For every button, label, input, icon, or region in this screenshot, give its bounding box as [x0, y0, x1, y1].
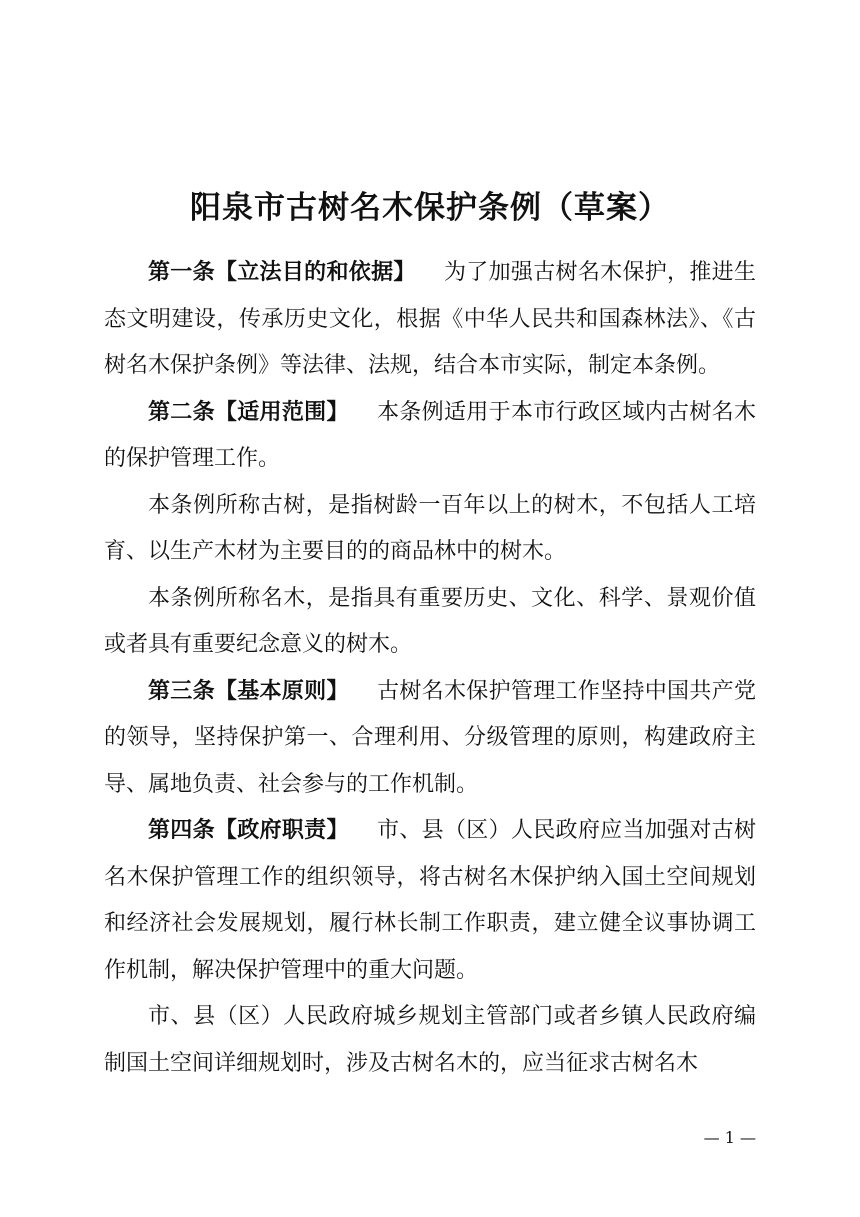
article-1-heading: 第一条【立法目的和依据】 — [148, 260, 416, 285]
article-2-clause-famous-tree — [104, 576, 756, 669]
article-1-text: 为了加强古树名木保护，推进生态文明建设，传承历史文化，根据《中华人民共和国森林法》、《古树名木保护条例》等法律、法规，结合本市实际，制定本条例。 — [104, 260, 756, 378]
article-4-heading: 第四条【政府职责】 — [148, 818, 349, 843]
article-2-heading: 第二条【适用范围】 — [148, 399, 349, 425]
article-2-paragraph — [104, 390, 756, 483]
article-2-clause-ancient-tree — [104, 483, 756, 576]
article-3-paragraph — [104, 669, 756, 809]
page-number: — 1 — — [703, 1128, 756, 1147]
article-4-clause-planning — [104, 994, 756, 1087]
famous-tree-definition-text: 本条例所称名木，是指具有重要历史、文化、科学、景观价值或者具有重要纪念意义的树木。 — [104, 585, 756, 657]
document-title: 阳泉市古树名木保护条例（草案） — [190, 189, 670, 226]
ancient-tree-definition-text: 本条例所称古树，是指树龄一百年以上的树木，不包括人工培育、以生产木材为主要目的的商品林中的树木。 — [104, 492, 756, 564]
article-1-paragraph — [104, 250, 756, 390]
planning-clause-text: 市、县（区）人民政府城乡规划主管部门或者乡镇人民政府编制国土空间详细规划时，涉及古树名木的，应当征求古树名木 — [104, 1004, 756, 1076]
article-4-text: 市、县（区）人民政府应当加强对古树名木保护管理工作的组织领导，将古树名木保护纳入国土空间规划和经济社会发展规划，履行林长制工作职责，建立健全议事协调工作机制，解决保护管理中的重大问题。 — [104, 818, 756, 983]
article-3-heading: 第三条【基本原则】 — [148, 678, 349, 704]
document-body — [104, 250, 756, 1087]
article-4-paragraph — [104, 808, 756, 994]
article-2-text: 本条例适用于本市行政区域内古树名木的保护管理工作。 — [104, 399, 756, 471]
article-3-text: 古树名木保护管理工作坚持中国共产党的领导，坚持保护第一、合理利用、分级管理的原则，构建政府主导、属地负责、社会参与的工作机制。 — [104, 678, 756, 797]
